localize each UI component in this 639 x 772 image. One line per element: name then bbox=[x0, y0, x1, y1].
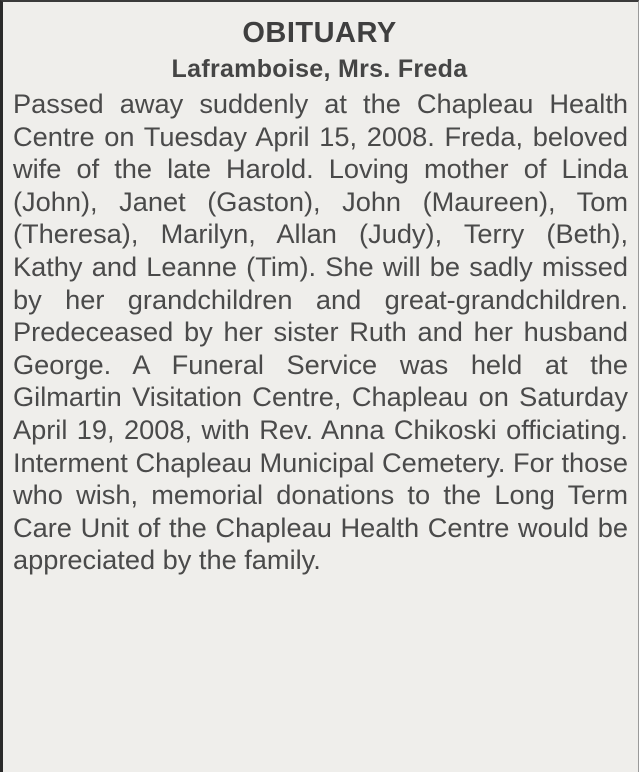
deceased-name: Laframboise, Mrs. Freda bbox=[171, 55, 468, 83]
obituary-body-text: Passed away suddenly at the Chapleau Health Centre on Tuesday April 15, 2008. Freda, beloved wife of the late Harold. Loving mother of Linda (John), Janet (Gaston), John (Maureen), Tom (Theresa), Marilyn, Allan (Judy), Terry (Beth), Kathy and Leanne (Tim). She will be sadly missed by her grandchildren and great-grandchildren. Predeceased by her sister Ruth and her husband George. A Funeral Service was held at the Gilmartin Visitation Centre, Chapleau on Saturday April 19, 2008, with Rev. Anna Chikoski officiating. Interment Chapleau Municipal Cemetery. For those who wish, memorial donations to the Long Term Care Unit of the Chapleau Health Centre would be appreciated by the family. bbox=[13, 88, 628, 576]
obituary-heading: OBITUARY bbox=[242, 17, 397, 49]
